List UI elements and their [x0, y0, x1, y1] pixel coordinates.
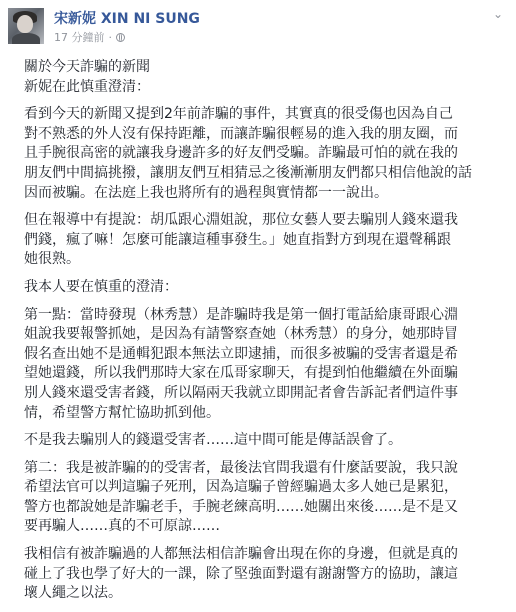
paragraph-line: 看到今天的新聞又提到2年前詐騙的事件，其實真的很受傷也因為自己: [24, 106, 453, 123]
meta-separator: ·: [108, 30, 112, 44]
post-paragraph: [24, 278, 498, 298]
paragraph-line: 新妮在此慎重澄清：: [24, 78, 150, 95]
paragraph-line: 希望法官可以判這騙子死刑，因為這騙子曾經騙過太多人她已是累犯，: [24, 479, 458, 496]
paragraph-line: 望她還錢，所以我們那時大家在瓜哥家聊天，有提到怕他繼續在外面騙: [24, 365, 458, 382]
paragraph-line: 我相信有被詐騙過的人都無法相信詐騙會出現在你的身邊，但就是真的: [24, 546, 458, 563]
paragraph-line: 要再騙人……真的不可原諒……: [24, 518, 220, 535]
paragraph-line: 第二：我是被詐騙的的受害者，最後法官問我還有什麼話要說，我只說: [24, 459, 458, 476]
post-paragraph: [24, 306, 498, 424]
post-timestamp[interactable]: 17 分鐘前: [54, 31, 105, 44]
chevron-down-icon[interactable]: ⌄: [492, 7, 504, 21]
paragraph-line: 但在報導中有提說：胡瓜跟心淵姐說，那位女藝人要去騙別人錢來還我: [24, 212, 458, 229]
paragraph-line: 壞人繩之以法。: [24, 585, 122, 602]
post-paragraph: [24, 545, 498, 604]
paragraph-line: 朋友們中間搞挑撥，讓朋友們互相猜忌之後漸漸朋友們都只相信他說的話: [24, 164, 472, 181]
post-paragraph: [24, 58, 498, 97]
paragraph-line: 警方也都說她是詐騙老手，手腕老練高明……她關出來後……是不是又: [24, 498, 458, 515]
paragraph-line: 對不熟悉的外人沒有保持距離，而讓詐騙很輕易的進入我的朋友圈，而: [24, 125, 458, 142]
post-meta: [54, 29, 125, 45]
paragraph-line: 們錢，瘋了嘛！怎麼可能讓這種事發生。」她直指對方到現在還聲稱跟: [24, 231, 451, 248]
paragraph-line: 第一點：當時發現（林秀慧）是詐騙時我是第一個打電話給康哥跟心淵: [24, 306, 458, 323]
post-header: [8, 8, 508, 44]
author-name[interactable]: 宋新妮 XIN NI SUNG: [54, 11, 200, 27]
paragraph-line: 她很熟。: [24, 251, 80, 268]
paragraph-line: 關於今天詐騙的新聞: [24, 59, 150, 75]
post-paragraph: [24, 431, 498, 451]
avatar[interactable]: [8, 8, 44, 44]
post-paragraph: [24, 459, 498, 537]
post-body: [24, 58, 498, 612]
paragraph-line: 姐說我要報警抓她，是因為有請警察查她（林秀慧）的身分，她那時冒: [24, 326, 458, 343]
paragraph-line: 且手腕很高密的就讓我身邊許多的好友們受騙。詐騙最可怕的就在我的: [24, 145, 458, 162]
paragraph-line: 不是我去騙別人的錢還受害者……這中間可能是傳話誤會了。: [24, 432, 402, 449]
paragraph-line: 碰上了我也學了好大的一課，除了堅強面對還有謝謝警方的協助，讓這: [24, 565, 458, 582]
globe-icon[interactable]: [116, 33, 125, 42]
paragraph-line: 別人錢來還受害者錢，所以隔兩天我就立即開記者會告訴記者們這件事: [24, 384, 458, 401]
paragraph-line: 假名查出她不是通輯犯跟本無法立即逮捕，而很多被騙的受害者還是希: [24, 345, 458, 362]
paragraph-line: 我本人要在慎重的澄清：: [24, 278, 178, 295]
paragraph-line: 情，希望警方幫忙協助抓到他。: [24, 404, 220, 421]
post-paragraph: [24, 105, 498, 203]
post-paragraph: [24, 211, 498, 270]
paragraph-line: 因而被騙。在法庭上我也將所有的過程與實情都一一說出。: [24, 184, 388, 201]
